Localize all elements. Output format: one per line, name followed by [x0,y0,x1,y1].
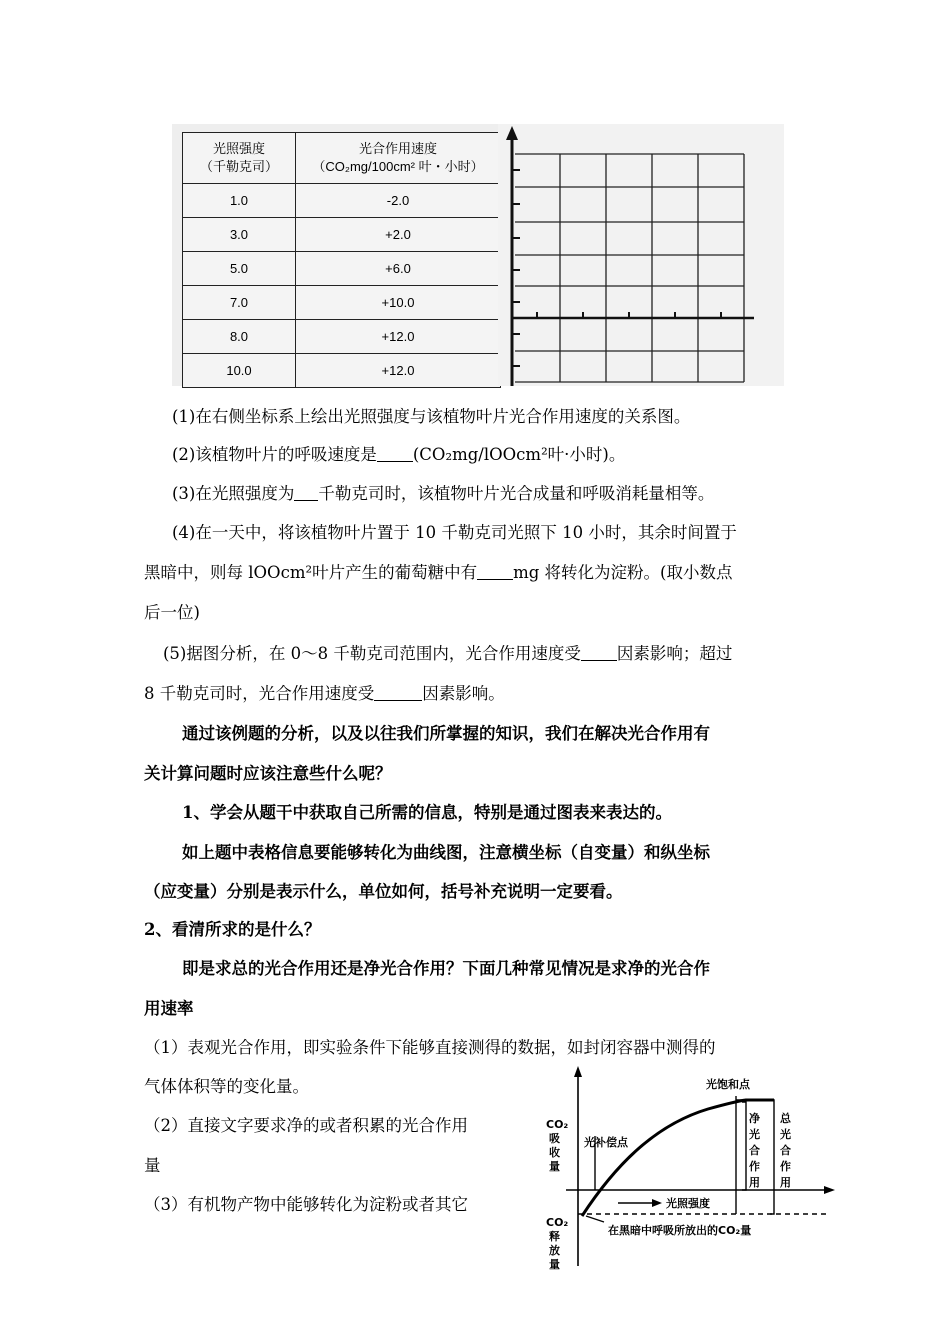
table-row [183,218,501,252]
x-axis-label: 光照强度 [666,1197,710,1210]
question-3 [172,482,714,506]
compensation-point-label: 光补偿点 [584,1136,628,1149]
cell-intensity: 7.0 [183,286,296,320]
question-4-line1: (4)在一天中，将该植物叶片置于 10 千勒克司光照下 10 小时，其余时间置于 [172,523,737,542]
answer-blank [294,484,318,501]
case-1-line1: （1）表观光合作用，即实验条件下能够直接测得的数据，如封闭容器中测得的 [144,1038,716,1057]
light-photosynthesis-table [182,132,501,388]
curve-y-arrow [574,1066,582,1077]
question-4-text-a: 黑暗中，则每 lOOcm²叶片产生的葡萄糖中有 [144,563,478,582]
net-label-0: 净 [749,1112,760,1125]
table-row [183,320,501,354]
header-col2-line2: （CO₂mg/100cm² 叶・小时） [312,159,484,174]
header-light-intensity [183,133,296,184]
total-bracket [770,1100,774,1214]
y-top-label-1: 吸 [549,1132,560,1145]
question-5-text-b: 因素影响；超过 [616,644,733,663]
question-4-line2 [144,561,732,585]
analysis-p2-line1: 如上题中表格信息要能够转化为曲线图，注意横坐标（自变量）和纵坐标 [182,843,710,862]
cell-rate: +6.0 [296,252,501,286]
y-top-label-2: 收 [549,1146,560,1159]
y-bottom-label-0: CO₂ [546,1216,569,1229]
total-label-1: 光 [780,1128,791,1141]
curve-x-arrow [824,1186,835,1194]
question-5-text-a: (5)据图分析，在 0～8 千勒克司范围内，光合作用速度受 [163,644,581,663]
net-label-4: 用 [749,1176,760,1189]
scanned-figure [172,124,784,386]
table-row [183,354,501,388]
table-row [183,252,501,286]
question-5-line1 [163,642,732,666]
question-3-text-b: 千勒克司时，该植物叶片光合成量和呼吸消耗量相等。 [318,484,715,503]
blank-coordinate-grid [498,124,784,386]
case-3-line1: （3）有机物产物中能够转化为淀粉或者其它 [144,1195,468,1214]
question-5-text-c: 8 千勒克司时，光合作用速度受 [144,684,375,703]
cell-rate: -2.0 [296,184,501,218]
net-label-2: 合 [749,1144,760,1157]
question-3-text-a: (3)在光照强度为 [172,484,295,503]
total-label-3: 作 [780,1160,791,1173]
cell-intensity: 5.0 [183,252,296,286]
net-label-1: 光 [749,1128,760,1141]
question-2-text-a: (2)该植物叶片的呼吸速度是 [172,445,377,464]
answer-blank [477,563,513,580]
point-2-heading: 2、看清所求的是什么？ [144,920,321,939]
total-label-2: 合 [780,1144,791,1157]
table-row [183,286,501,320]
cell-intensity: 3.0 [183,218,296,252]
dark-respiration-label: 在黑暗中呼吸所放出的CO₂量 [608,1224,752,1237]
answer-blank [581,644,617,661]
header-col1-line2: （千勒克司） [199,159,278,174]
y-top-label-3: 量 [549,1160,560,1173]
analysis-p1-line1: 通过该例题的分析，以及以往我们所掌握的知识，我们在解决光合作用有 [182,724,710,743]
analysis-p1-line2: 关计算问题时应该注意些什么呢？ [144,764,392,783]
question-4-text-b: mg 将转化为淀粉。(取小数点 [513,563,733,582]
cell-rate: +12.0 [296,354,501,388]
question-2 [172,443,625,467]
net-bracket [742,1102,746,1190]
cell-intensity: 10.0 [183,354,296,388]
cell-intensity: 1.0 [183,184,296,218]
question-5-text-d: 因素影响。 [422,684,505,703]
case-1-line2: 气体体积等的变化量。 [144,1077,309,1096]
cell-rate: +2.0 [296,218,501,252]
y-top-label-0: CO₂ [546,1118,569,1131]
analysis-p2-line2: （应变量）分别是表示什么，单位如何，括号补充说明一定要看。 [144,882,623,901]
header-col2-line1: 光合作用速度 [358,141,437,156]
table-header-row [183,133,501,184]
cell-intensity: 8.0 [183,320,296,354]
y-bottom-label-1: 释 [549,1230,560,1243]
analysis-p3-line1: 即是求总的光合作用还是净光合作用？下面几种常见情况是求净的光合作 [182,959,710,978]
total-label-4: 用 [780,1176,791,1189]
case-2-line2: 量 [144,1156,161,1175]
cell-rate: +10.0 [296,286,501,320]
point-1-heading: 1、学会从题干中获取自己所需的信息，特别是通过图表来表达的。 [182,803,672,822]
net-label-3: 作 [749,1160,760,1173]
table-row [183,184,501,218]
question-1: (1)在右侧坐标系上绘出光照强度与该植物叶片光合作用速度的关系图。 [172,407,691,426]
y-bottom-label-2: 放 [549,1244,560,1257]
cell-rate: +12.0 [296,320,501,354]
header-photosynthesis-rate [296,133,501,184]
total-label-0: 总 [780,1112,791,1125]
question-4-line3: 后一位) [144,603,200,622]
answer-blank [374,684,422,701]
y-bottom-label-3: 量 [549,1258,560,1271]
answer-blank [377,445,413,462]
question-5-line2 [144,682,505,706]
light-response-curve-diagram [538,1066,838,1276]
analysis-p3-line2: 用速率 [144,999,194,1018]
saturation-point-label: 光饱和点 [706,1078,750,1091]
header-col1-line1: 光照强度 [212,141,265,156]
question-2-text-b: (CO₂mg/lOOcm²叶·小时)。 [412,445,626,464]
case-2-line1: （2）直接文字要求净的或者积累的光合作用 [144,1116,468,1135]
